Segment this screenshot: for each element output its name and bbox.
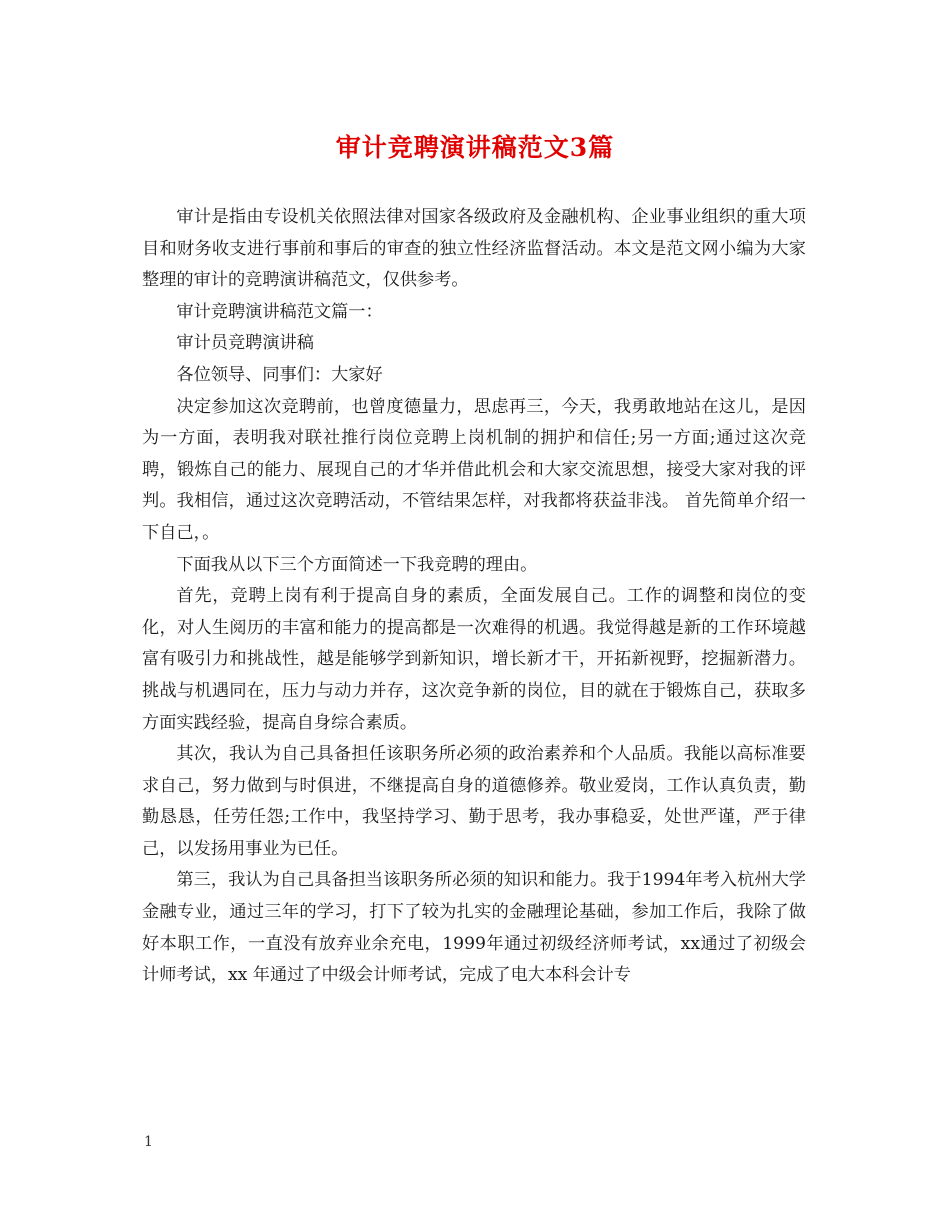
paragraph-speech-title: 审计员竞聘演讲稿 bbox=[176, 333, 314, 354]
paragraph-reasons-intro: 下面我从以下三个方面简述一下我竞聘的理由。 bbox=[176, 554, 538, 575]
document-title: 审计竞聘演讲稿范文3篇 bbox=[335, 133, 615, 162]
paragraph-greeting: 各位领导、同事们：大家好 bbox=[176, 364, 383, 385]
paragraph-third-reason: 第三，我认为自己具备担当该职务所必须的知识和能力。我于1994年考入杭州大学金融专业，通过三年的学习，打下了较为扎实的金融理论基础，参加工作后，我除了做好本职工作，一直没有放弃业余充电，1999年通过初级经济师考试，xx通过了初级会计师考试，xx 年通过了中级会计师考试，完成了电大本科会计专 bbox=[142, 870, 806, 986]
paragraph-intro: 审计是指由专设机关依照法律对国家各级政府及金融机构、企业事业组织的重大项目和财务收支进行事前和事后的审查的独立性经济监督活动。本文是范文网小编为大家整理的审计的竞聘演讲稿范文，仅供参考。 bbox=[142, 207, 806, 291]
paragraph-section-heading: 审计竞聘演讲稿范文篇一： bbox=[176, 301, 383, 322]
paragraph-decision: 决定参加这次竞聘前，也曾度德量力，思虑再三，今天，我勇敢地站在这儿，是因为一方面，表明我对联社推行岗位竞聘上岗机制的拥护和信任;另一方面;通过这次竞聘，锻炼自己的能力、展现自己的才华并借此机会和大家交流思想，接受大家对我的评判。我相信，通过这次竞聘活动，不管结果怎样，对我都将获益非浅。 首先简单介绍一下自己，。 bbox=[142, 396, 806, 543]
document-body bbox=[142, 202, 806, 992]
page-number: 1 bbox=[144, 1134, 153, 1150]
paragraph-first-reason: 首先，竞聘上岗有利于提高自身的素质，全面发展自己。工作的调整和岗位的变化，对人生阅历的丰富和能力的提高都是一次难得的机遇。我觉得越是新的工作环境越富有吸引力和挑战性，越是能够学到新知识，增长新才干，开拓新视野，挖掘新潜力。挑战与机遇同在，压力与动力并存，这次竞争新的岗位，目的就在于锻炼自己，获取多方面实践经验，提高自身综合素质。 bbox=[142, 586, 806, 733]
paragraph-second-reason: 其次，我认为自己具备担任该职务所必须的政治素养和个人品质。我能以高标准要求自己，努力做到与时俱进，不继提高自身的道德修养。敬业爱岗，工作认真负责，勤勤恳恳，任劳任怨;工作中，我坚持学习、勤于思考，我办事稳妥，处世严谨，严于律己，以发扬用事业为已任。 bbox=[142, 744, 806, 859]
